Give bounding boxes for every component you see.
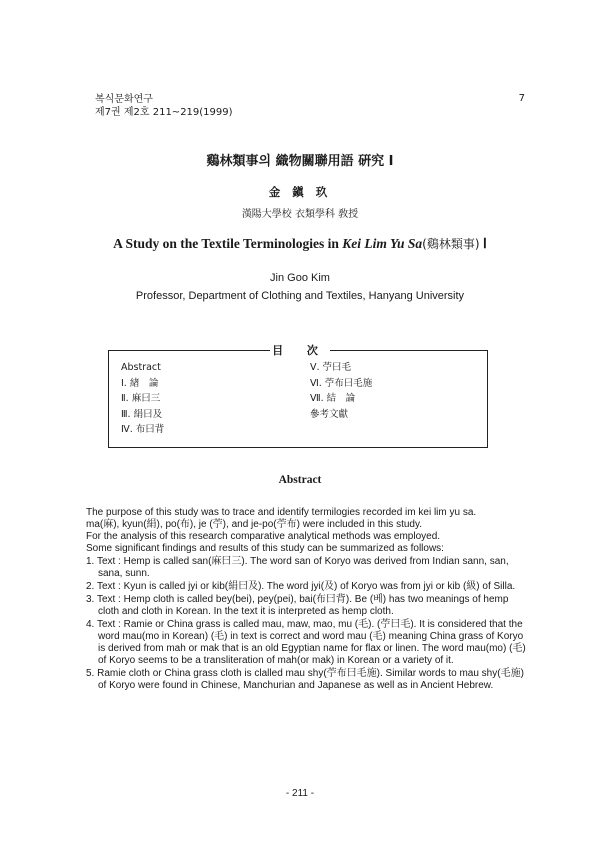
english-title-italic: Kei Lim Yu Sa [342,236,423,251]
finding-item: 4. Text : Ramie or China grass is called mau, maw, mao, mu (毛). (苧曰毛). It is considered that the word mau(mo in Korean) (毛) in text is correct and word mau (毛) meaning China grass of Koryo is derived from mah or mak that is an old Egyptian name for flax or linen. The word mau(mo) (毛) of Koryo seems to be a transliteration of mah(or mak) in Korean or a variety of it. [86,619,526,666]
toc-item: Ⅰ. 緖 論 [121,377,159,389]
finding-item: 1. Text : Hemp is called san(麻曰三). The word san of Koryo was derived from Indian sann, san, sana, sunn. [86,556,509,579]
english-title-paren: (鷄林類事) [422,237,480,251]
toc-item: Ⅱ. 麻曰三 [121,393,161,404]
english-title [0,235,600,252]
abstract-intro-line: ma(麻), kyun(絹), po(布), je (苧), and je-po(苧布) were included in this study. [86,519,423,530]
page-marker: 7 [518,93,525,104]
toc-item: 參考文獻 [310,408,349,420]
toc-item: Ⅳ. 布曰背 [121,424,165,435]
abstract-heading: Abstract [278,474,322,486]
abstract-intro-line: Some significant findings and results of this study can be summarized as follows: [86,543,444,554]
journal-header [95,93,233,119]
finding-item: 5. Ramie cloth or China grass cloth is clalled mau shy(苧布曰毛施). Similar words to mau shy(毛施) of Koryo were found in Chinese, Manchurian and Japanese as well as in Ancient Hebrew. [86,668,524,691]
table-of-contents-box [108,350,488,448]
toc-item: Ⅶ. 結 論 [310,393,356,404]
journal-name: 복식문화연구 [95,94,153,105]
toc-left-column [121,360,164,438]
toc-right-column [310,360,372,422]
toc-heading: 目 次 [270,342,330,358]
finding-item: 3. Text : Hemp cloth is called bey(bei), pey(pei), bai(布曰背). Be (베) has two meanings of hemp cloth and cloth in Korean. In the text it is interpreted as hemp cloth. [86,594,509,617]
toc-item: Ⅵ. 苧布曰毛施 [310,377,373,389]
journal-issue: 제7권 제2호 211~219(1999) [95,107,233,118]
toc-item: Ⅲ. 絹曰及 [121,408,163,420]
korean-author: 金 鎭 玖 [268,185,332,199]
toc-item: Ⅴ. 苧曰毛 [310,362,352,373]
english-title-prefix: A Study on the Textile Terminologies in [113,236,343,251]
footer-page-number: - 211 - [285,788,315,799]
korean-affiliation: 漢陽大學校 衣類學科 敎授 [241,209,359,220]
toc-item: Abstract [121,362,161,373]
korean-title: 鷄林類事의 織物關聯用語 硏究 Ⅰ [206,154,394,169]
english-title-suffix: Ⅰ [479,236,487,251]
english-affiliation: Professor, Department of Clothing and Textiles, Hanyang University [135,290,465,302]
abstract-body [86,507,530,692]
abstract-intro-line: The purpose of this study was to trace and identify termilogies recorded im kei lim yu sa. [86,507,477,518]
finding-item: 2. Text : Kyun is called jyi or kib(絹曰及). The word jyi(及) of Koryo was from jyi or kib (級) of Silla. [86,581,516,592]
abstract-intro-line: For the analysis of this research comparative analytical methods was employed. [86,531,441,542]
english-author: Jin Goo Kim [270,272,330,284]
